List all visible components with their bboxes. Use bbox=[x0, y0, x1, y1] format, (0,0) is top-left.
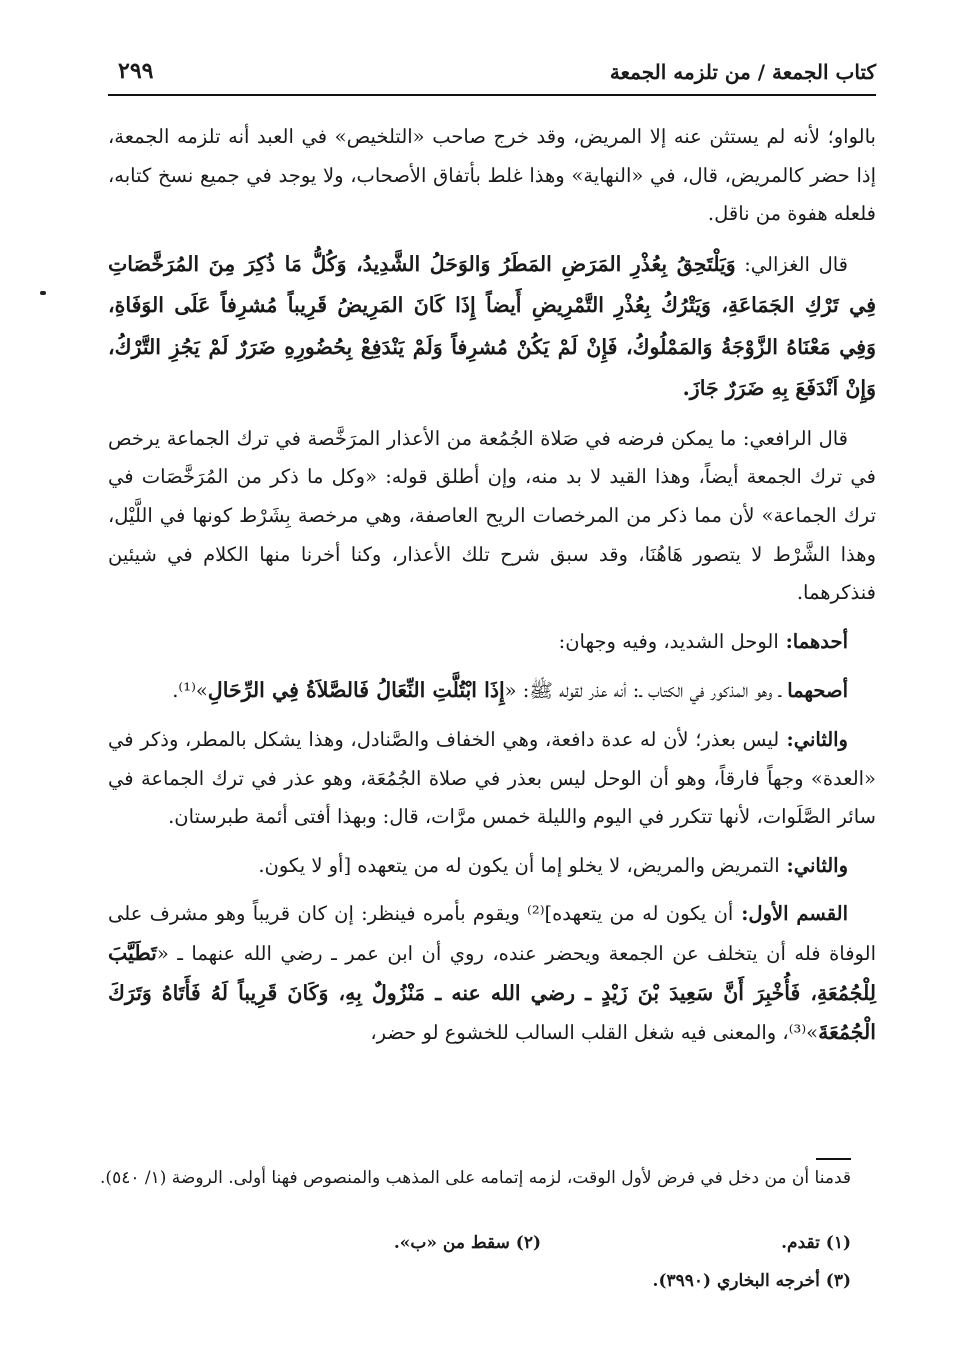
matn-text: وَيَلْتَحِقُ بِعُذْرِ المَرَضِ المَطَرُ وَالوَحَلُ الشَّدِيدُ، وَكُلُّ مَا ذُكِرَ مِنَ المُرَخَّصَاتِ فِي تَرْكِ الجَمَاعَةِ، وَيَتْرُكُ بِعُذْرِ التَّمْرِيضِ أَيضاً إِذَا كَانَ المَرِيضُ قَرِيباً مُشرِفاً عَلَى الوَفَاةِ، وَفِي مَعْنَاهُ الزَّوْجَةُ وَالمَمْلُوكُ، فَإِنْ لَمْ يَكُنْ مُشرِفاً وَلَمْ يَنْدَفِعْ بِحُضُورِهِ ضَرَرٌ لَمْ يَجُزِ التَّرْكُ، وَإِنْ اَنْدَفَعَ بِهِ ضَرَرٌ جَازَ. bbox=[108, 251, 876, 401]
second-view-text: ليس بعذر؛ لأن له عدة دافعة، وهي الخفاف والصَّنادل، وهذا يشكل بالمطر، وذكر في «العدة» وجهاً فارقاً، وهو أن الوحل ليس بعذر في صلاة الجُمُعَة، وهو عذر في ترك الجماعة في سائر الصَّلَوات، لأنها تتكرر في اليوم والليلة خمس مرَّات، قال: وبهذا أفتى أئمة طبرستان. bbox=[108, 727, 876, 829]
hadith-ibn-umar: تَطَيَّبَ لِلْجُمُعَةِ، فَأُخْبِرَ أَنَّ سَعِيدَ بْنَ زَيْدٍ ـ رضي الله عنه ـ مَنْزُولٌ بِهِ، وَكَانَ قَرِيباً لَهُ فَأَتَاهُ وَتَرَكَ الْجُمُعَةَ bbox=[108, 940, 876, 1045]
rafii-text: قال الرافعي: ما يمكن فرضه في صَلاة الجُمُعة من الأعذار المرَخَّصة في ترك الجماعة يرخص في ترك الجمعة أيضاً، وهذا القيد لا بد منه، وإن أطلق قوله: «وكل ما ذكر من المُرَخَّصَات في ترك الجماعة» لأن مما ذكر من المرخصات الريح العاصفة، وهي مرخصة بِشَرْط كونها في اللَّيْل، وهذا الشَّرْط لا يتصور هَاهُنَا، وقد سبق شرح تلك الأعذار، وكنا أخرنا منها الكلام في شيئين فنذكرهما. bbox=[108, 426, 876, 605]
footnote-1: (١) تقدم. bbox=[781, 1233, 851, 1253]
running-header bbox=[108, 58, 876, 96]
footnote-2: (٢) سقط من «ب». bbox=[393, 1233, 541, 1253]
paragraph-sahih bbox=[108, 671, 876, 711]
page-number: ٢٩٩ bbox=[118, 58, 154, 84]
footnote-star: قدمنا أن من دخل في فرض لأول الوقت، لزمه إتمامه على المذهب والمنصوص فهنا أولى. الروضة (١/ ٥٤٠). bbox=[100, 1168, 851, 1188]
header-title: كتاب الجمعة / من تلزمه الجمعة bbox=[609, 60, 876, 84]
paragraph-second-view bbox=[108, 721, 876, 837]
footnote-3: (٣) أخرجه البخاري (٣٩٩٠). bbox=[652, 1271, 851, 1291]
paragraph-first-section bbox=[108, 895, 876, 1052]
footnote-separator bbox=[816, 1158, 851, 1160]
margin-mark bbox=[40, 291, 46, 295]
hadith-sandals: إِذَا ابْتُلَّتِ النِّعَالُ فَالصَّلاَةُ فِي الرِّحَالِ bbox=[207, 678, 505, 703]
sahih-text: ـ وهو المذكور في الكتاب ـ: أنه عذر لقوله ﷺ: « bbox=[504, 679, 788, 703]
page-body bbox=[108, 118, 876, 1063]
second-point-text: التمريض والمريض، لا يخلو إما أن يكون له من يتعهده [أو لا يكون. bbox=[258, 853, 780, 877]
heading-sahih: أصحهما bbox=[787, 679, 848, 703]
first-section-end: »⁽³⁾، والمعنى فيه شغل القلب السالب للخشوع لو حضر، bbox=[370, 1021, 819, 1045]
heading-second-point: والثاني: bbox=[779, 853, 848, 877]
paragraph-ghazali bbox=[108, 244, 876, 410]
heading-first-section: القسم الأول: bbox=[733, 902, 849, 926]
paragraph-rafii bbox=[108, 420, 876, 613]
first-point-text: الوحل الشديد، وفيه وجهان: bbox=[558, 629, 779, 653]
paragraph-second-point bbox=[108, 847, 876, 886]
sahih-end: »⁽¹⁾. bbox=[172, 679, 208, 703]
first-section-text: أن يكون له من يتعهده]⁽²⁾ ويقوم بأمره فينظر: إن كان قريباً وهو مشرف على الوفاة فله أن يتخلف عن الجمعة ويحضر عنده، روي أن ابن عمر ـ رضي الله عنهما ـ « bbox=[108, 902, 876, 965]
paragraph-first-point bbox=[108, 623, 876, 662]
paragraph-1: بالواو؛ لأنه لم يستثن عنه إلا المريض، وقد خرج صاحب «التلخيص» في العبد أنه تلزمه الجمعة، إذا حضر كالمريض، قال، في «النهاية» وهذا غلط بأتفاق الأصحاب، ولا يوجد في جميع نسخ كتابه، فلعله هفوة من ناقل. bbox=[108, 125, 876, 226]
heading-first: أحدهما: bbox=[778, 629, 848, 653]
heading-second-view: والثاني: bbox=[779, 727, 848, 751]
speaker-ghazali: قال الغزالي: bbox=[735, 252, 848, 276]
